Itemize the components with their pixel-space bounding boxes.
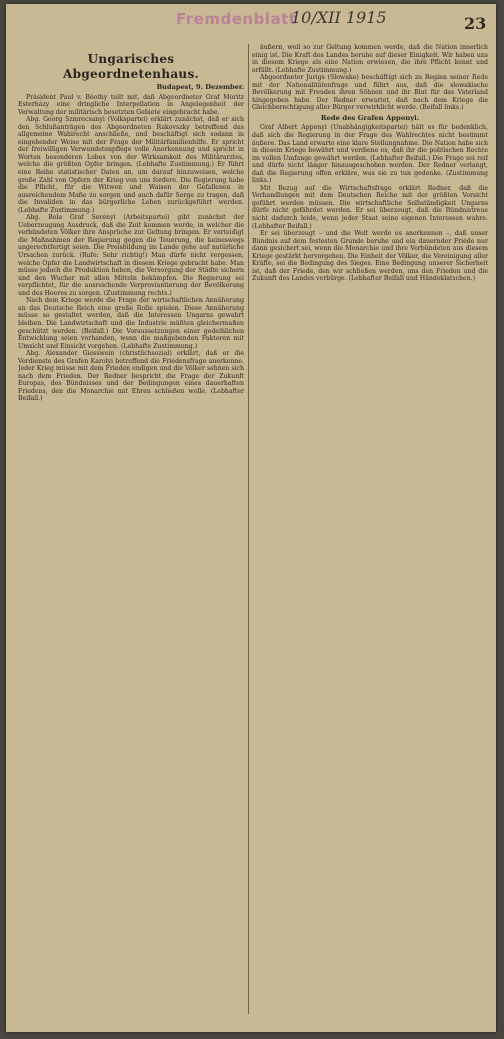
article-paragraph: Abg. Georg Szmrecsanyi (Volkspartei) erklärt zunächst, daß er sich den Schlußanträgen des Abgeordneten Rakovszky betreffend das allgemeine Wahlrecht anschließe, und beschäftigt sich sodann in eingehender Weise mit der Frage der Militärfamilienhilfe. Er spricht der freiwilligen Verwundetenpflege volle Anerkennung und spricht in Worten besonderen Lobes von der Wirksamkeit des Militärarztes, welche die größten Opfer bringen. (Lebhafte Zustimmung.) Er führt eine Reihe statistischer Daten an, um darauf hinzuweisen, welche große Zahl von Opfern der Krieg von uns fordere. Die Regierung habe die Pflicht, für die Witwen und Waisen der Gefallenen in ausreichendem Maße zu sorgen und auch dafür Sorge zu tragen, daß die Invaliden in das bürgerliche Leben zurückgeführt werden. (Lebhafte Zustimmung.) <box>18 116 244 214</box>
article-paragraph: Präsident Paul v. Béothy teilt mit, daß Abgeordneter Graf Moritz Esterházy eine dringliche Interpellation in Angelegenheit der Verwaltung der militärisch besetzten Gebiete eingebracht habe. <box>18 93 244 116</box>
page-number: 23 <box>464 14 487 33</box>
article-paragraph: Graf Albert Apponyi (Unabhängigkeitspartei) hält es für bedenklich, daß sich die Regierung in der Frage des Wahlrechtes nicht bestimmt äußere. Das Land erwarte eine klare Stellungnahme. Die Nation habe sich in diesem Kriege bewährt und verdiene es, daß ihr die politischen Rechte im vollen Umfange gewährt werden. (Lebhafter Beifall.) Die Frage sei reif und dürfe nicht länger hinausgeschoben werden. Der Redner verlangt, daß die Regierung offen erkläre, was sie zu tun gedenke. (Zustimmung links.) <box>252 124 488 185</box>
article-paragraph: äußern, weil so zur Geltung kommen werde, daß die Nation innerlich einig ist. Die Kraft des Landes beruhe auf dieser Einigkeit. Wir haben uns in diesem Kriege als eine Nation erwiesen, die ihre Pflicht kennt und erfüllt. (Lebhafte Zustimmung.) <box>252 44 488 74</box>
handwritten-date: 10/XII 1915 <box>291 8 387 27</box>
article-paragraph: Abgeordneter Jurigs (Slowake) beschäftigt sich zu Beginn seiner Rede mit der Nationalitätenfrage und führt aus, daß die slowakische Bevölkerung mit Freuden ihren Söhnen und ihr Blut für das Vaterland hingegeben habe. Der Redner erwartet, daß nach dem Kriege die Gleichberechtigung aller Bürger verwirklicht werde. (Beifall links.) <box>252 74 488 112</box>
newspaper-clipping <box>6 4 496 1032</box>
article-paragraph: Nach dem Kriege werde die Frage der wirtschaftlichen Annäherung an das Deutsche Reich eine große Rolle spielen. Diese Annäherung müsse so gestaltet werden, daß die Interessen Ungarns gewahrt bleiben. Die Landwirtschaft und die Industrie müßten gleichermaßen geschützt werden. (Beifall.) Die Voraussetzungen einer gedeihlichen Entwicklung seien vorhanden, wenn die maßgebenden Faktoren mit Umsicht und Einsicht vorgehen. (Lebhafte Zustimmung.) <box>18 297 244 350</box>
article-paragraph: Abg. Bela Graf Serényi (Arbeitspartei) gibt zunächst der Ueberzeugung Ausdruck, daß die Zeit kommen werde, in welcher die verbündeten Völker ihre Ansprüche zur Geltung bringen. Er verteidigt die Maßnahmen der Regierung gegen die Teuerung, die keineswegs ungerechtfertigt seien. Die Preisbildung im Lande gehe auf natürliche Ursachen zurück. (Rufe: Sehr richtig!) Man dürfe nicht vergessen, welche Opfer die Landwirtschaft in diesem Kriege gebracht habe. Man müsse jedoch die Produktion heben, die Versorgung der Städte sichern und den Wucher mit allen Mitteln bekämpfen. Die Regierung sei verpflichtet, für die ausreichende Verproviantierung der Bevölkerung und des Heeres zu sorgen. (Zustimmung rechts.) <box>18 214 244 297</box>
newspaper-name-stamp: Fremdenblatt <box>176 10 297 28</box>
left-column <box>18 50 244 1030</box>
right-column <box>252 44 488 1024</box>
article-headline: Ungarisches Abgeordnetenhaus. <box>63 52 199 81</box>
article-paragraph: Mit Bezug auf die Wirtschaftsfrage erklärt Redner, daß die Verhandlungen mit dem Deutschen Reiche mit der größten Vorsicht geführt werden müssen. Die wirtschaftliche Selbständigkeit Ungarns dürfe nicht gefährdet werden. Er sei überzeugt, daß die Bündnistreue nicht dadurch leide, wenn jeder Staat seine eigenen Interessen wahre. (Lebhafter Beifall.) <box>252 184 488 230</box>
article-paragraph: Abg. Alexander Giesswein (christlichsozial) erklärt, daß er die Verdienste des Grafen Karolyi betreffend die Friedensfrage anerkenne. Jeder Krieg müsse mit dem Frieden endigen und die Völker sehnen sich nach dem Frieden. Der Redner bespricht die Frage der Zukunft Europas, des Bündnisses und der Bedingungen eines dauerhaften Friedens, den die Monarchie mit Ehren schließen wolle. (Lebhafter Beifall.) <box>18 350 244 403</box>
column-divider <box>248 44 249 1014</box>
article-dateline: Budapest, 9. Dezember. <box>156 83 244 91</box>
section-subheading: Rede des Grafen Apponyi. <box>320 113 420 122</box>
article-paragraph: Er sei überzeugt – und die Welt werde es anerkennen –, daß unser Bündnis auf dem festesten Grunde beruhe und ein dauernder Friede nur dann gesichert sei, wenn die Monarchie und ihre Verbündeten aus diesem Kriege gestärkt hervorgehen. Die Einheit der Völker, die Vereinigung aller Kräfte, sei die Bedingung des Sieges. Eine Bedingung unserer Sicherheit ist, daß der Friede, den wir schließen werden, uns den Frieden und die Zukunft des Landes verbürge. (Lebhafter Beifall und Händeklatschen.) <box>252 230 488 283</box>
